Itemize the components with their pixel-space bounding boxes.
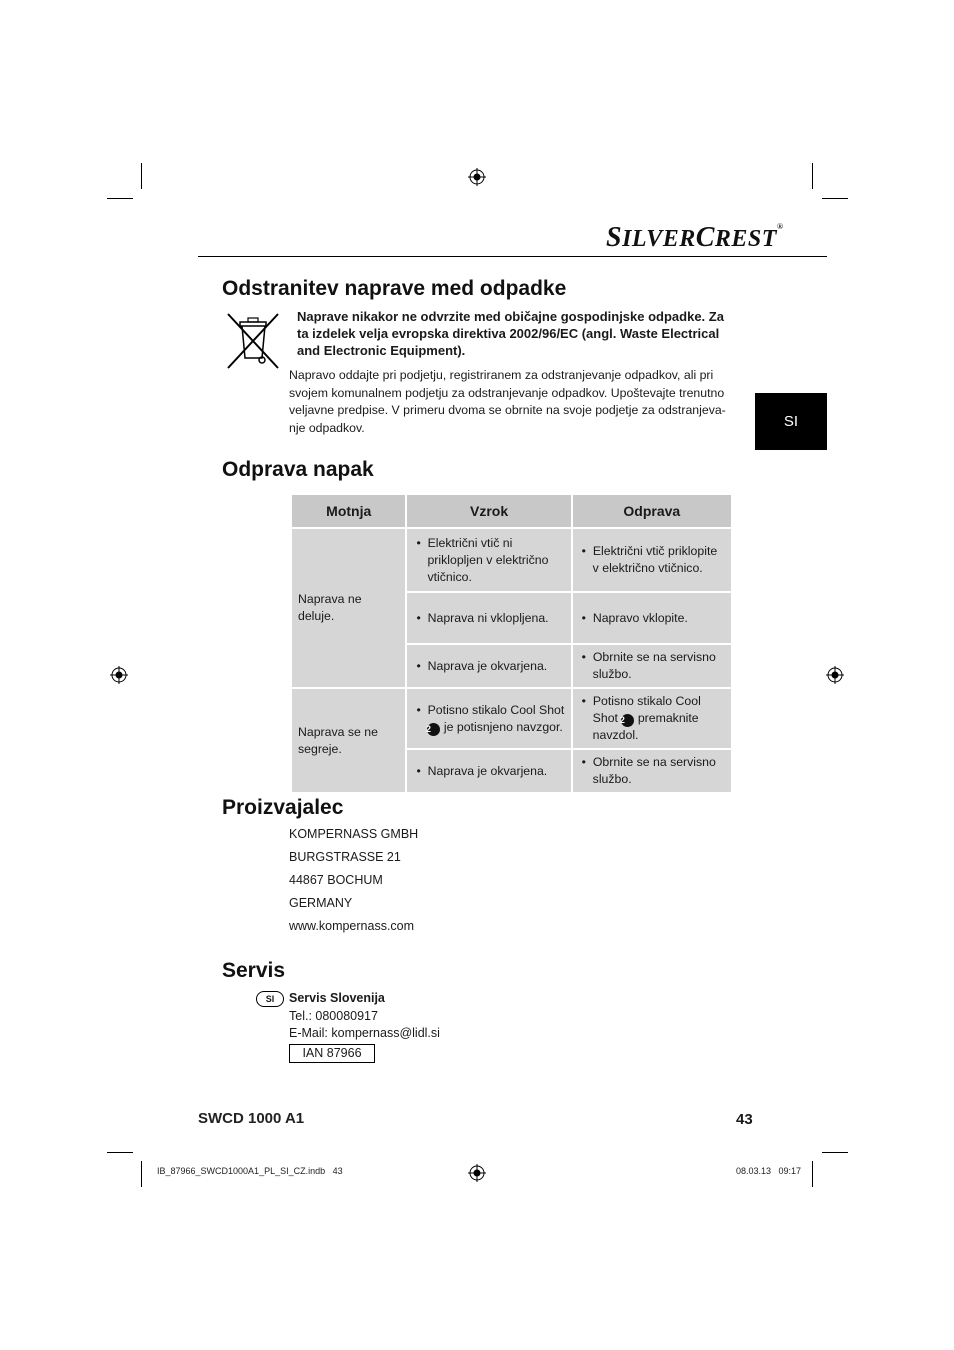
service-heading: Servis — [222, 959, 286, 982]
service-email[interactable]: E-Mail: kompernass@lidl.si — [289, 1026, 440, 1040]
service-name: Servis Slovenija — [289, 991, 385, 1005]
remedy-cell: • Napravo vklopite. — [572, 592, 732, 644]
disposal-warning: Naprave nikakor ne odvrzite med običajne gospodinjske odpadke. Za ta izdelek velja evropska direktiva 2002/96/EC (angl. Waste Electrical and Electronic Equipment). — [297, 309, 724, 358]
remedy-cell: • Obrnite se na servisno službo. — [572, 749, 732, 793]
registration-mark-icon — [468, 168, 486, 186]
ian-box: IAN 87966 — [289, 1044, 375, 1063]
troubleshooting-table — [290, 493, 733, 794]
brand-logo: SILVERCREST® — [606, 222, 784, 253]
column-header: Motnja — [291, 494, 406, 528]
country-badge: SI — [256, 991, 284, 1007]
table-header-row — [291, 494, 732, 528]
footer-model: SWCD 1000 A1 — [198, 1110, 305, 1127]
crop-mark — [822, 1152, 848, 1153]
address-line: KOMPERNASS GMBH — [289, 827, 419, 841]
service-tel: Tel.: 080080917 — [289, 1008, 378, 1023]
website-link[interactable]: www.kompernass.com — [289, 919, 415, 933]
manufacturer-address — [289, 827, 418, 942]
crop-mark — [141, 1161, 142, 1187]
cause-cell: • Naprava je okvarjena. — [406, 644, 571, 688]
language-tab: SI — [755, 393, 827, 450]
manufacturer-heading: Proizvajalec — [222, 796, 344, 819]
table-row — [291, 528, 732, 592]
registration-mark-icon — [826, 666, 844, 684]
address-line: GERMANY — [289, 896, 353, 910]
crop-mark — [107, 1152, 133, 1153]
crop-mark — [812, 1161, 813, 1187]
remedy-cell: • Potisno stikalo Cool Shot 2 premaknite navzdol. — [572, 688, 732, 749]
service-contact — [289, 990, 440, 1043]
address-line: BURGSTRASSE 21 — [289, 850, 401, 864]
troubleshooting-heading: Odprava napak — [222, 458, 374, 481]
cause-cell: • Električni vtič ni priklopljen v električno vtičnico. — [406, 528, 571, 592]
header-rule — [198, 256, 827, 257]
column-header: Odprava — [572, 494, 732, 528]
crop-mark — [107, 198, 133, 199]
crossed-out-wheelie-bin-icon — [224, 310, 282, 372]
fault-cell: Naprava ne deluje. — [291, 528, 406, 688]
registration-mark-icon — [110, 666, 128, 684]
print-slug-file: IB_87966_SWCD1000A1_PL_SI_CZ.indb 43 — [157, 1166, 343, 1176]
crop-mark — [822, 198, 848, 199]
fault-cell: Naprava se ne segreje. — [291, 688, 406, 793]
column-header: Vzrok — [406, 494, 571, 528]
cause-cell: • Potisno stikalo Cool Shot 2 je potisnjeno navzgor. — [406, 688, 571, 749]
remedy-cell: • Električni vtič priklopite v električno vtičnico. — [572, 528, 732, 592]
table-row — [291, 688, 732, 749]
crop-mark — [141, 163, 142, 189]
page-number: 43 — [736, 1111, 753, 1128]
cause-cell: • Naprava ni vklopljena. — [406, 592, 571, 644]
part-number-badge: 2 — [427, 723, 440, 736]
disposal-body: Napravo oddajte pri podjetju, registriranem za odstranjevanje odpadkov, ali pri svojem komunalnem podjetju za odstranjevanje odpadkov. Upoštevajte trenutno veljavne predpise. V primeru dvoma se obrnite na svoje podjetje za odstranjeva-nje odpadkov. — [289, 368, 726, 435]
remedy-cell: • Obrnite se na servisno službo. — [572, 644, 732, 688]
crop-mark — [812, 163, 813, 189]
address-line: 44867 BOCHUM — [289, 873, 383, 887]
disposal-heading: Odstranitev naprave med odpadke — [222, 277, 567, 300]
print-slug-date: 08.03.13 09:17 — [736, 1166, 802, 1176]
part-number-badge: 2 — [621, 714, 634, 727]
registration-mark-icon — [468, 1164, 486, 1182]
cause-cell: • Naprava je okvarjena. — [406, 749, 571, 793]
